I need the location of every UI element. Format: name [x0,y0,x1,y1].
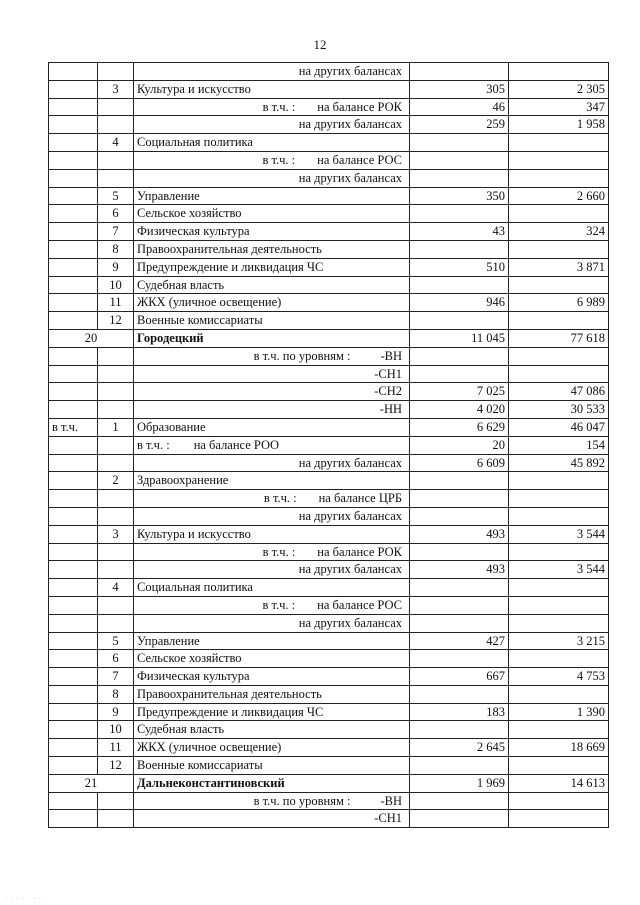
row-number: 7 [98,668,134,686]
row-prefix: в т.ч. [49,418,98,436]
row-prefix [49,810,98,828]
other-balances-label: на других балансах [298,508,402,523]
value-cell-2 [509,240,609,258]
row-number [98,63,134,81]
value-cell-2: 154 [509,436,609,454]
value-cell-1 [410,63,509,81]
value-cell-2 [509,579,609,597]
value-cell-2: 30 533 [509,401,609,419]
budget-table-body [49,63,609,828]
row-prefix [49,436,98,454]
value-cell-2: 6 989 [509,294,609,312]
row-number [98,454,134,472]
row-name: Социальная политика [134,579,410,597]
table-row [49,739,609,757]
row-name: Военные комиссариаты [134,757,410,775]
row-name [134,401,410,419]
row-name: Правоохранительная деятельность [134,685,410,703]
row-prefix [49,205,98,223]
row-prefix [49,632,98,650]
row-prefix [49,739,98,757]
sub-balance-line [137,152,406,169]
row-name [134,98,410,116]
value-cell-1: 305 [410,80,509,98]
incl-label: в т.ч. : [262,99,296,114]
value-cell-2: 1 958 [509,116,609,134]
sub-balance-line [137,490,406,507]
value-cell-1: 493 [410,561,509,579]
row-name [134,436,410,454]
row-name [134,792,410,810]
value-cell-1: 350 [410,187,509,205]
row-name: Физическая культура [134,223,410,241]
row-name: Военные комиссариаты [134,312,410,330]
row-number [98,596,134,614]
value-cell-2: 3 871 [509,258,609,276]
value-cell-1: 6 609 [410,454,509,472]
table-row [49,134,609,152]
table-row [49,401,609,419]
row-name [134,614,410,632]
value-cell-1 [410,792,509,810]
value-cell-1: 667 [410,668,509,686]
incl-label: в т.ч. : [263,491,297,506]
district-name: Дальнеконстантиновский [134,774,410,792]
row-number: 1 [98,418,134,436]
incl-label: в т.ч. : [262,597,296,612]
row-number: 4 [98,134,134,152]
row-number [98,561,134,579]
row-name: Предупреждение и ликвидация ЧС [134,258,410,276]
incl-levels-label: в т.ч. по уровням : [253,348,351,363]
value-cell-1: 1 969 [410,774,509,792]
row-name [134,596,410,614]
value-cell-2 [509,151,609,169]
value-cell-1: 11 045 [410,329,509,347]
table-row [49,63,609,81]
balance-label: на балансе РОК [317,99,402,114]
row-prefix [49,187,98,205]
value-cell-2: 4 753 [509,668,609,686]
row-name: ЖКХ (уличное освещение) [134,294,410,312]
level-label: -НН [379,402,402,417]
balance-label: на балансе РОС [317,597,402,612]
row-number [98,792,134,810]
row-name: ЖКХ (уличное освещение) [134,739,410,757]
row-number [98,169,134,187]
table-row [49,98,609,116]
row-prefix [49,454,98,472]
other-balances-label: на других балансах [298,64,402,78]
value-cell-2: 18 669 [509,739,609,757]
value-cell-2: 46 047 [509,418,609,436]
value-cell-2 [509,596,609,614]
row-name: Культура и искусство [134,525,410,543]
row-prefix [49,721,98,739]
row-prefix [49,507,98,525]
row-prefix [49,401,98,419]
table-row [49,596,609,614]
table-row [49,258,609,276]
table-row [49,757,609,775]
value-cell-1: 427 [410,632,509,650]
sub-balance-line [137,544,406,561]
value-cell-1: 7 025 [410,383,509,401]
row-prefix [49,63,98,81]
balance-label: на балансе РОО [193,437,280,452]
row-number: 12 [98,757,134,775]
row-name: Судебная власть [134,276,410,294]
value-cell-2 [509,650,609,668]
value-cell-2 [509,721,609,739]
row-prefix [49,240,98,258]
value-cell-2: 47 086 [509,383,609,401]
value-cell-2: 3 544 [509,561,609,579]
row-name: Здравоохранение [134,472,410,490]
level-label: -СН2 [374,384,402,399]
row-name: Судебная власть [134,721,410,739]
balance-label: на балансе РОС [317,152,402,167]
row-number: 11 [98,739,134,757]
value-cell-1 [410,490,509,508]
row-prefix [49,223,98,241]
row-number: 5 [98,632,134,650]
table-row [49,561,609,579]
table-row [49,240,609,258]
row-prefix [49,650,98,668]
row-name [134,810,410,828]
value-cell-1 [410,276,509,294]
row-name [134,63,410,81]
table-row [49,347,609,365]
value-cell-2 [509,312,609,330]
row-number: 9 [98,703,134,721]
row-prefix [49,98,98,116]
other-balances-label: на других балансах [298,455,402,470]
table-row [49,80,609,98]
table-row [49,312,609,330]
row-name [134,490,410,508]
value-cell-2 [509,507,609,525]
value-cell-1: 183 [410,703,509,721]
value-cell-1 [410,312,509,330]
incl-label: в т.ч. : [262,544,296,559]
value-cell-1: 43 [410,223,509,241]
row-prefix [49,685,98,703]
value-cell-2 [509,810,609,828]
row-number: 10 [98,276,134,294]
row-number [98,383,134,401]
row-name [134,507,410,525]
table-row [49,507,609,525]
table-row [49,632,609,650]
table-row [49,365,609,383]
row-prefix [49,365,98,383]
district-row [49,329,609,347]
row-number: 3 [98,525,134,543]
value-cell-2 [509,792,609,810]
value-cell-2: 347 [509,98,609,116]
value-cell-1 [410,757,509,775]
level-label: -СН1 [374,811,402,826]
row-name [134,454,410,472]
district-row [49,774,609,792]
row-number [98,507,134,525]
value-cell-1 [410,543,509,561]
row-name: Правоохранительная деятельность [134,240,410,258]
table-row [49,223,609,241]
row-prefix [49,312,98,330]
value-cell-2: 2 305 [509,80,609,98]
value-cell-2: 45 892 [509,454,609,472]
row-number: 5 [98,187,134,205]
table-row [49,525,609,543]
row-prefix [49,792,98,810]
table-row [49,543,609,561]
incl-levels-label: в т.ч. по уровням : [253,793,351,808]
row-prefix [49,579,98,597]
value-cell-1 [410,614,509,632]
value-cell-2: 14 613 [509,774,609,792]
row-prefix [49,525,98,543]
sub-balance-line [137,597,406,614]
row-prefix [49,543,98,561]
row-prefix [49,134,98,152]
value-cell-2 [509,347,609,365]
table-row [49,151,609,169]
row-name [134,561,410,579]
row-number: 20 [49,329,134,347]
value-cell-2 [509,63,609,81]
table-row [49,490,609,508]
value-cell-2 [509,276,609,294]
row-number: 2 [98,472,134,490]
value-cell-2 [509,205,609,223]
row-prefix [49,169,98,187]
budget-table [48,62,609,828]
row-number: 6 [98,650,134,668]
other-balances-label: на других балансах [298,170,402,185]
sub-balance-line [137,99,406,116]
value-cell-1 [410,365,509,383]
value-cell-2: 3 544 [509,525,609,543]
table-row [49,685,609,703]
value-cell-2: 77 618 [509,329,609,347]
row-number [98,810,134,828]
value-cell-1 [410,169,509,187]
table-row [49,187,609,205]
value-cell-2: 324 [509,223,609,241]
level-label: -ВН [380,793,402,808]
value-cell-1: 4 020 [410,401,509,419]
row-prefix [49,383,98,401]
row-number: 10 [98,721,134,739]
row-prefix [49,596,98,614]
row-name [134,543,410,561]
row-name: Сельское хозяйство [134,205,410,223]
row-number: 8 [98,685,134,703]
row-number: 11 [98,294,134,312]
row-prefix [49,276,98,294]
value-cell-1: 510 [410,258,509,276]
row-number [98,543,134,561]
table-row [49,294,609,312]
row-prefix [49,151,98,169]
row-prefix [49,294,98,312]
page-number: 12 [313,37,327,52]
row-number [98,614,134,632]
row-number [98,401,134,419]
row-number [98,365,134,383]
table-row [49,579,609,597]
value-cell-2 [509,169,609,187]
table-row [49,116,609,134]
row-prefix [49,614,98,632]
incl-label: в т.ч. : [262,152,296,167]
table-row [49,418,609,436]
row-name: Культура и искусство [134,80,410,98]
value-cell-2 [509,490,609,508]
row-number [98,98,134,116]
value-cell-1: 946 [410,294,509,312]
row-prefix [49,116,98,134]
row-number [98,490,134,508]
value-cell-2 [509,614,609,632]
table-row [49,650,609,668]
row-name [134,169,410,187]
value-cell-1: 259 [410,116,509,134]
value-cell-1 [410,347,509,365]
levels-line [137,348,406,365]
value-cell-2 [509,757,609,775]
value-cell-2 [509,543,609,561]
table-row [49,383,609,401]
row-prefix [49,258,98,276]
level-label: -СН1 [374,366,402,381]
value-cell-1: 6 629 [410,418,509,436]
level-label: -ВН [380,348,402,363]
row-number: 6 [98,205,134,223]
value-cell-2: 1 390 [509,703,609,721]
value-cell-2 [509,365,609,383]
row-name: Образование [134,418,410,436]
table-row [49,810,609,828]
row-name: Социальная политика [134,134,410,152]
row-number: 12 [98,312,134,330]
row-name [134,347,410,365]
table-row [49,721,609,739]
row-name: Сельское хозяйство [134,650,410,668]
value-cell-1 [410,507,509,525]
value-cell-2 [509,685,609,703]
value-cell-1 [410,685,509,703]
row-number [98,151,134,169]
row-number: 21 [49,774,134,792]
value-cell-1 [410,472,509,490]
value-cell-1 [410,579,509,597]
table-row [49,454,609,472]
row-prefix [49,703,98,721]
row-name [134,383,410,401]
value-cell-1: 46 [410,98,509,116]
incl-label: в т.ч. : [137,437,170,452]
value-cell-2 [509,134,609,152]
value-cell-1 [410,596,509,614]
row-prefix [49,347,98,365]
value-cell-1 [410,810,509,828]
value-cell-2: 2 660 [509,187,609,205]
table-row [49,668,609,686]
value-cell-1 [410,650,509,668]
value-cell-1: 493 [410,525,509,543]
table-row [49,472,609,490]
value-cell-1: 2 645 [410,739,509,757]
row-prefix [49,80,98,98]
row-name: Физическая культура [134,668,410,686]
table-row [49,436,609,454]
row-name [134,151,410,169]
value-cell-1 [410,134,509,152]
row-number: 3 [98,80,134,98]
table-row [49,614,609,632]
value-cell-2 [509,472,609,490]
other-balances-label: на других балансах [298,117,402,132]
value-cell-1 [410,205,509,223]
row-name: Управление [134,632,410,650]
row-name: Управление [134,187,410,205]
balance-label: на балансе ЦРБ [318,491,402,506]
row-name [134,116,410,134]
district-name: Городецкий [134,329,410,347]
row-number [98,116,134,134]
balance-label: на балансе РОК [317,544,402,559]
other-balances-label: на других балансах [298,615,402,630]
row-name: Предупреждение и ликвидация ЧС [134,703,410,721]
row-number: 8 [98,240,134,258]
value-cell-1 [410,721,509,739]
row-prefix [49,668,98,686]
table-row [49,276,609,294]
table-row [49,169,609,187]
row-number [98,347,134,365]
row-name [134,365,410,383]
row-prefix [49,490,98,508]
scan-artifact: . . . . . . [6,893,42,901]
value-cell-2: 3 215 [509,632,609,650]
row-number: 7 [98,223,134,241]
row-prefix [49,561,98,579]
table-row [49,205,609,223]
levels-line [137,793,406,810]
row-number: 4 [98,579,134,597]
row-number [98,436,134,454]
table-row [49,703,609,721]
value-cell-1: 20 [410,436,509,454]
row-number: 9 [98,258,134,276]
value-cell-1 [410,151,509,169]
row-prefix [49,472,98,490]
value-cell-1 [410,240,509,258]
other-balances-label: на других балансах [298,562,402,577]
row-prefix [49,757,98,775]
sub-balance-line [137,437,406,454]
table-row [49,792,609,810]
